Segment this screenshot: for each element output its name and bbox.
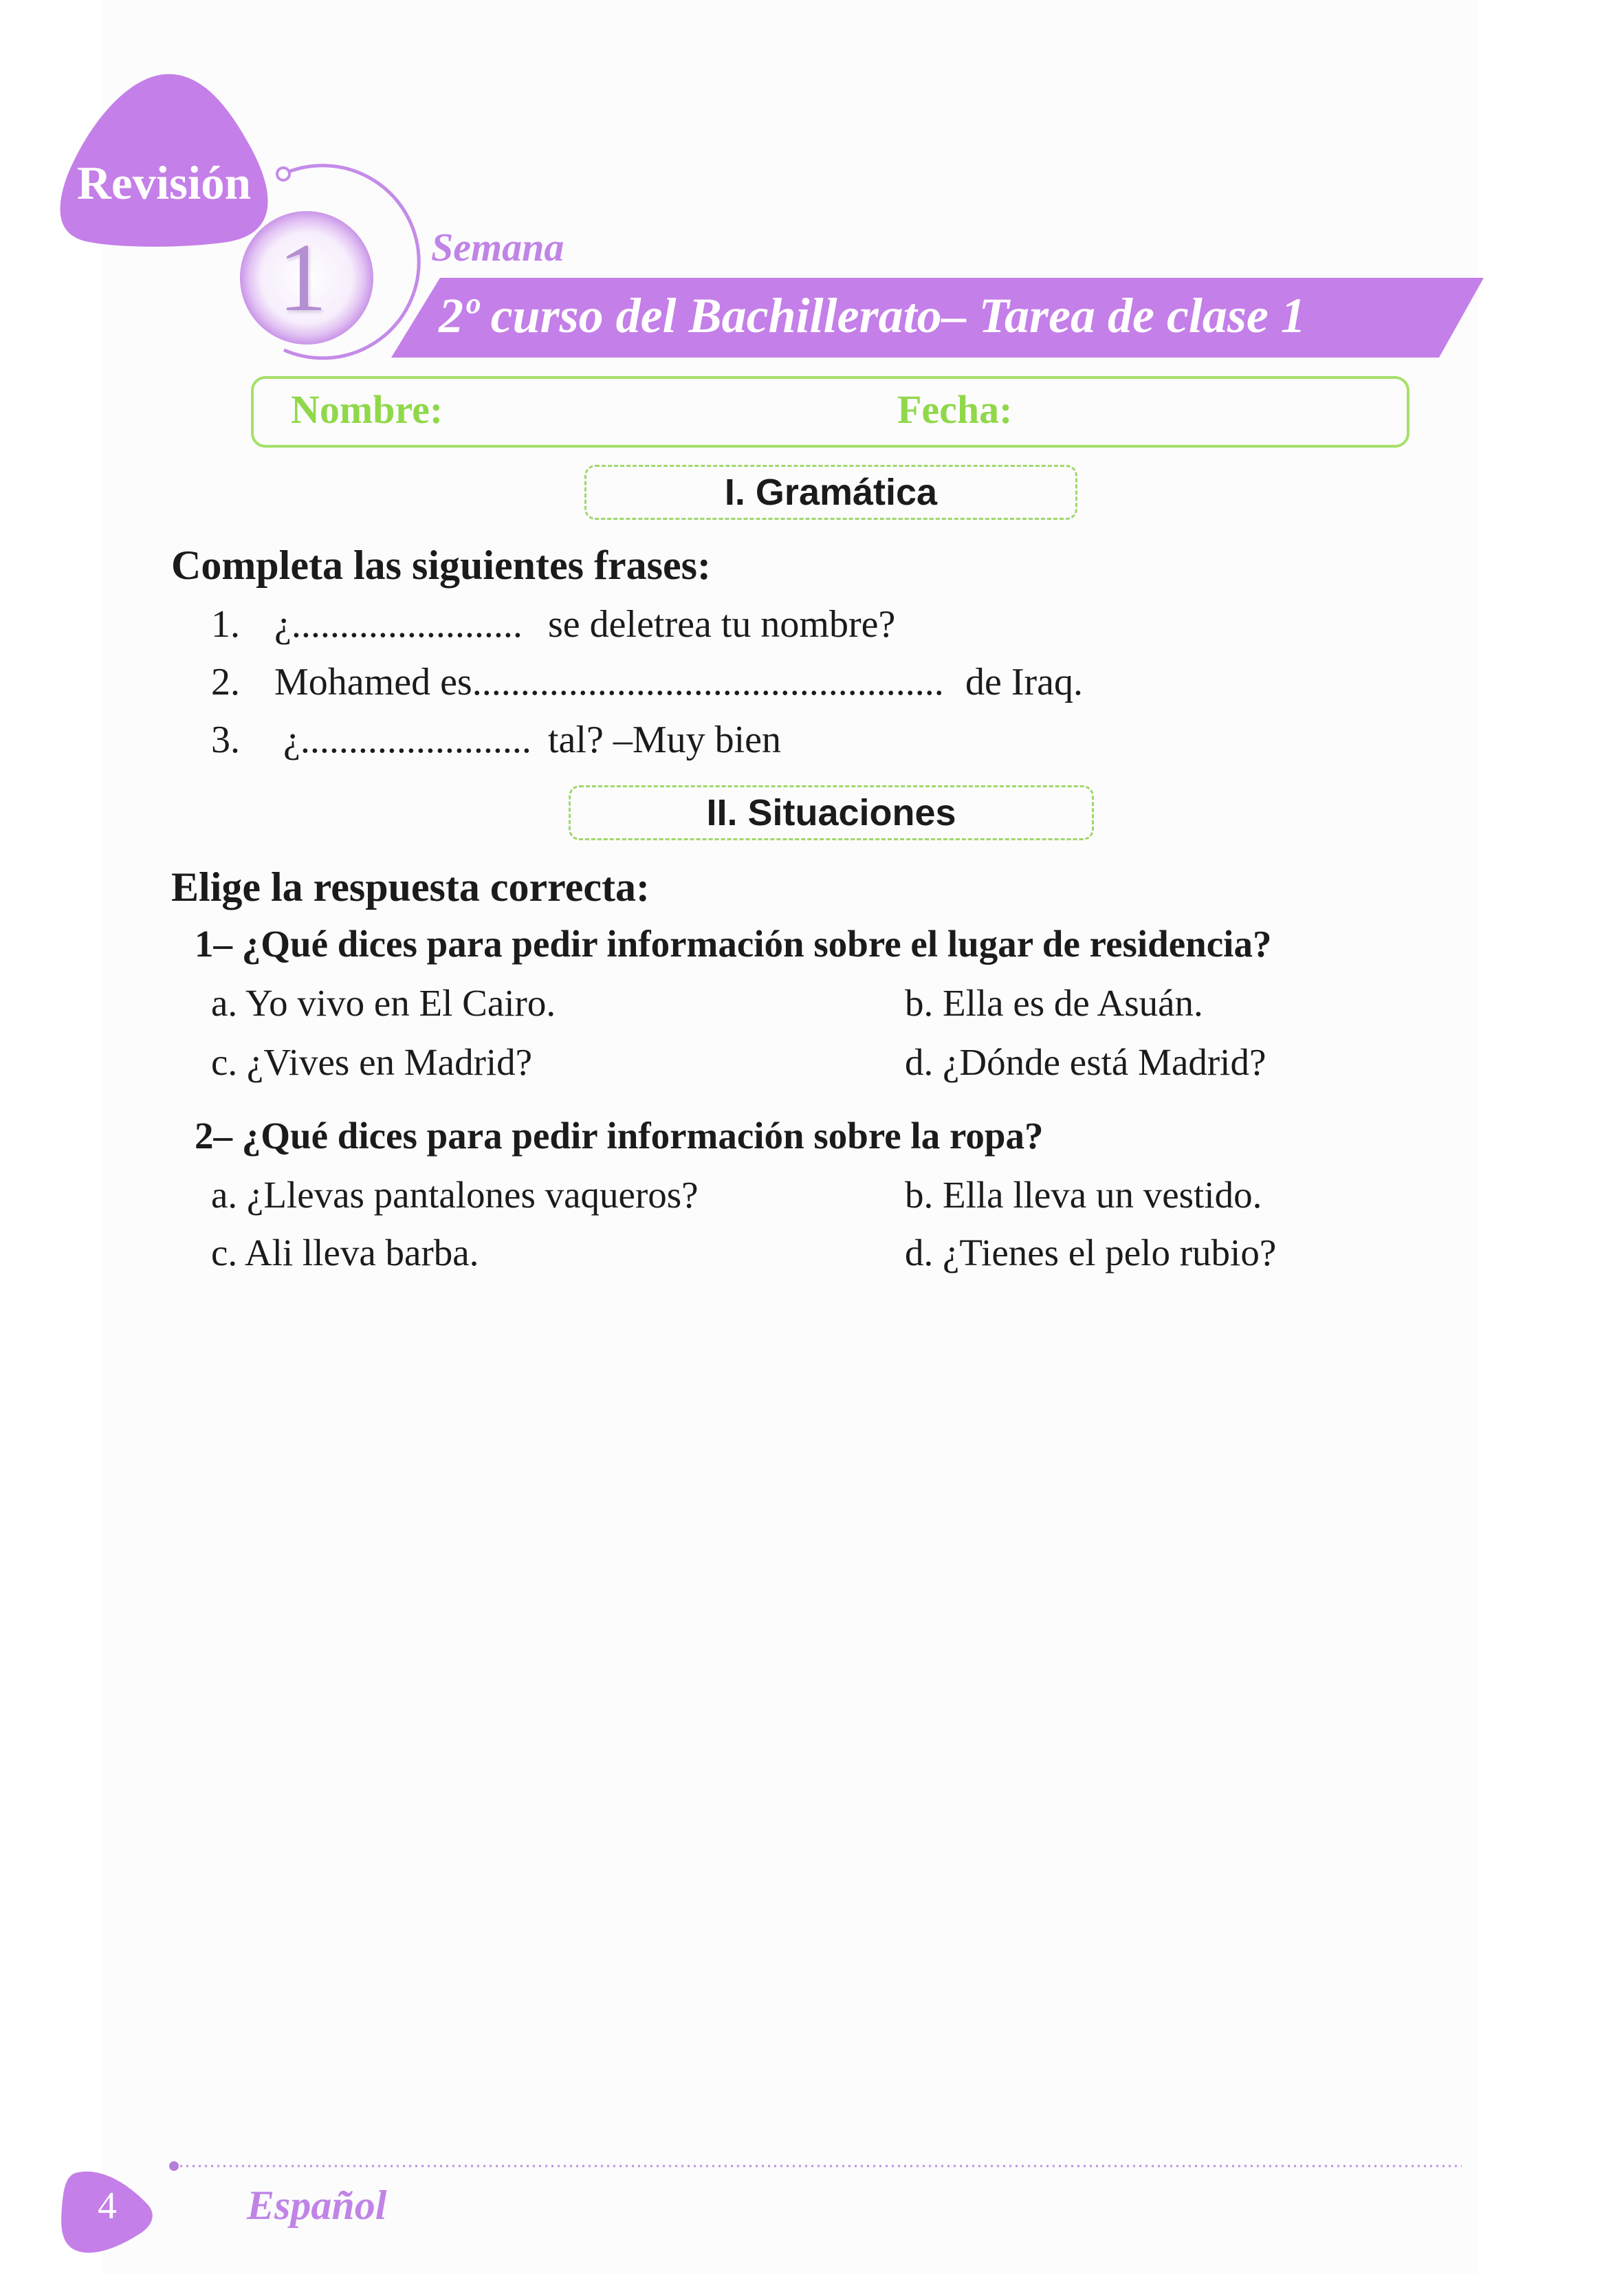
grammar-instruction: Completa las siguientes frases:	[171, 543, 711, 588]
page-number: 4	[98, 2185, 117, 2227]
grammar-item-blank: Mohamed es.................................................	[274, 661, 944, 703]
unit-arc-dot	[277, 168, 289, 180]
question-2: 2– ¿Qué dices para pedir información sobre la ropa?	[195, 1115, 1044, 1157]
footer-line-dot	[169, 2161, 179, 2171]
page-title: 2º curso del Bachillerato– Tarea de clase 1	[439, 288, 1306, 343]
grammar-section-header	[584, 465, 1077, 520]
question-1-option-c: c. ¿Vives en Madrid?	[211, 1041, 533, 1083]
grammar-item-number: 3.	[211, 719, 240, 761]
revision-badge-label: Revisión	[77, 157, 252, 209]
grammar-item-text: se deletrea tu nombre?	[548, 603, 896, 646]
question-2-option-a: a. ¿Llevas pantalones vaqueros?	[211, 1174, 699, 1216]
grammar-item-number: 1.	[211, 603, 240, 646]
grammar-item-text: de Iraq.	[965, 661, 1084, 703]
question-2-option-c: c. Ali lleva barba.	[211, 1232, 479, 1273]
date-label: Fecha:	[897, 387, 1013, 432]
question-1-option-d: d. ¿Dónde está Madrid?	[905, 1041, 1266, 1083]
question-2-option-b: b. Ella lleva un vestido.	[905, 1174, 1262, 1216]
grammar-item-number: 2.	[211, 661, 240, 703]
situations-section-header	[569, 785, 1094, 840]
question-1-option-b: b. Ella es de Asuán.	[905, 982, 1203, 1024]
question-2-option-d: d. ¿Tienes el pelo rubio?	[905, 1232, 1277, 1273]
name-label: Nombre:	[291, 387, 443, 432]
unit-number: 1	[278, 223, 327, 331]
question-1: 1– ¿Qué dices para pedir información sobre el lugar de residencia?	[195, 923, 1272, 965]
week-label: Semana	[431, 225, 564, 270]
grammar-item-blank: ¿........................	[274, 603, 523, 646]
situations-section-title: II. Situaciones	[706, 792, 956, 833]
grammar-item-blank: ¿........................	[283, 719, 531, 761]
grammar-section-title: I. Gramática	[724, 472, 938, 513]
situations-instruction: Elige la respuesta correcta:	[171, 864, 650, 910]
grammar-item-text: tal? –Muy bien	[548, 719, 782, 761]
subject-label: Español	[247, 2183, 387, 2228]
question-1-option-a: a. Yo vivo en El Cairo.	[211, 982, 556, 1024]
